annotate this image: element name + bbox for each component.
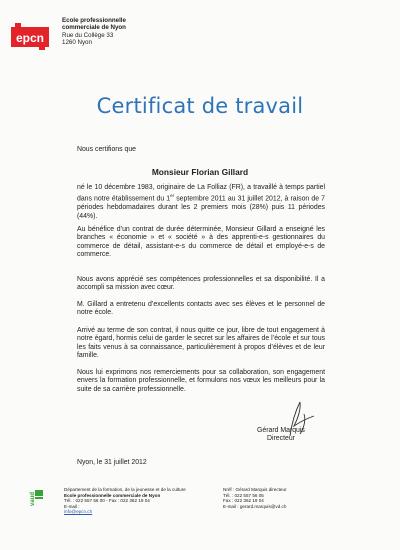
place-date: Nyon, le 31 juillet 2012 bbox=[77, 459, 147, 466]
footer-right bbox=[223, 487, 287, 509]
paragraph-contract: Au bénéfice d’un contrat de durée déterminée, Monsieur Gillard a enseigné les branches « économie » et « société » à des apprenti-e-s gestionnaires du commerce de détail, assistant-e-s du commerce de détail et employé-e-s de commerce. bbox=[77, 226, 325, 259]
school-name-line2: commerciale de Nyon bbox=[62, 24, 126, 32]
ordinal-superscript: er bbox=[170, 193, 175, 199]
school-name-line1: Ecole professionnelle bbox=[62, 17, 126, 24]
footer-direct-phone: Tél. : 022 557 56 05 bbox=[223, 492, 264, 498]
signatory bbox=[257, 427, 305, 443]
paragraph-departure: Arrivé au terme de son contrat, il nous quitte ce jour, libre de tout engagement à notre égard, hormis celui de garder le secret sur les affaires de l’école et sur tous les faits venus à sa connaissance, particulièrement à propos d’élèves et de leur famille. bbox=[77, 327, 325, 360]
footer-school: Ecole professionnelle commerciale de Nyon bbox=[64, 492, 161, 498]
footer-email-label: E-mail : bbox=[64, 503, 80, 509]
logo-text: epcn bbox=[15, 31, 45, 45]
footer-reference: Nréf : Gérard Marquis directeur bbox=[223, 487, 287, 492]
signatory-role: Directeur bbox=[267, 435, 295, 442]
paragraph-employment-part2: septembre 2011 au 31 juillet 2012, à raison de 7 périodes hebdomadaires durant les 2 premiers mois (28%) puis 11 périodes (44%). bbox=[77, 195, 325, 220]
epcn-logo bbox=[11, 21, 49, 51]
footer-phone: Tél. : 022 557 56 00 - Fax : 022 362 19 04 bbox=[64, 498, 150, 504]
footer-fax: Fax : 022 362 19 04 bbox=[223, 498, 264, 504]
footer-direct-email: E-mail : gerard.marquis@vd.ch bbox=[223, 503, 287, 509]
paragraph-contacts: M. Gillard a entretenu d’excellents contacts avec ses élèves et le personnel de notre école. bbox=[77, 301, 325, 317]
paragraph-appreciation: Nous avons apprécié ses compétences professionnelles et sa disponibilité. Il a accompli sa mission avec cœur. bbox=[77, 276, 325, 292]
school-address bbox=[62, 17, 126, 47]
footer-left bbox=[64, 487, 186, 515]
canton-label: vaud bbox=[30, 491, 36, 506]
paragraph-employment bbox=[77, 184, 325, 221]
footer-email-line bbox=[64, 504, 186, 515]
paragraph-employment-part1: né le 10 décembre 1983, originaire de La Folliaz (FR), a travaillé à temps partiel dans notre établissement du 1 bbox=[77, 184, 325, 203]
document-title: Certificat de travail bbox=[96, 94, 304, 118]
address-city: 1260 Nyon bbox=[62, 39, 92, 47]
employee-name: Monsieur Florian Gillard bbox=[151, 167, 249, 177]
footer-department: Département de la formation, de la jeunesse et de la culture bbox=[64, 487, 186, 492]
signatory-name: Gérard Marquis bbox=[257, 427, 305, 434]
footer-email-link[interactable]: info@epcn.ch bbox=[64, 509, 93, 515]
paragraph-thanks: Nous lui exprimons nos remerciements pour sa collaboration, son engagement envers la formation professionnelle, et formulons nos vœux les meilleurs pour la suite de sa carrière professionnelle. bbox=[77, 369, 325, 393]
address-street: Rue du Collège 33 bbox=[62, 31, 114, 39]
intro-text: Nous certifions que bbox=[77, 146, 136, 153]
